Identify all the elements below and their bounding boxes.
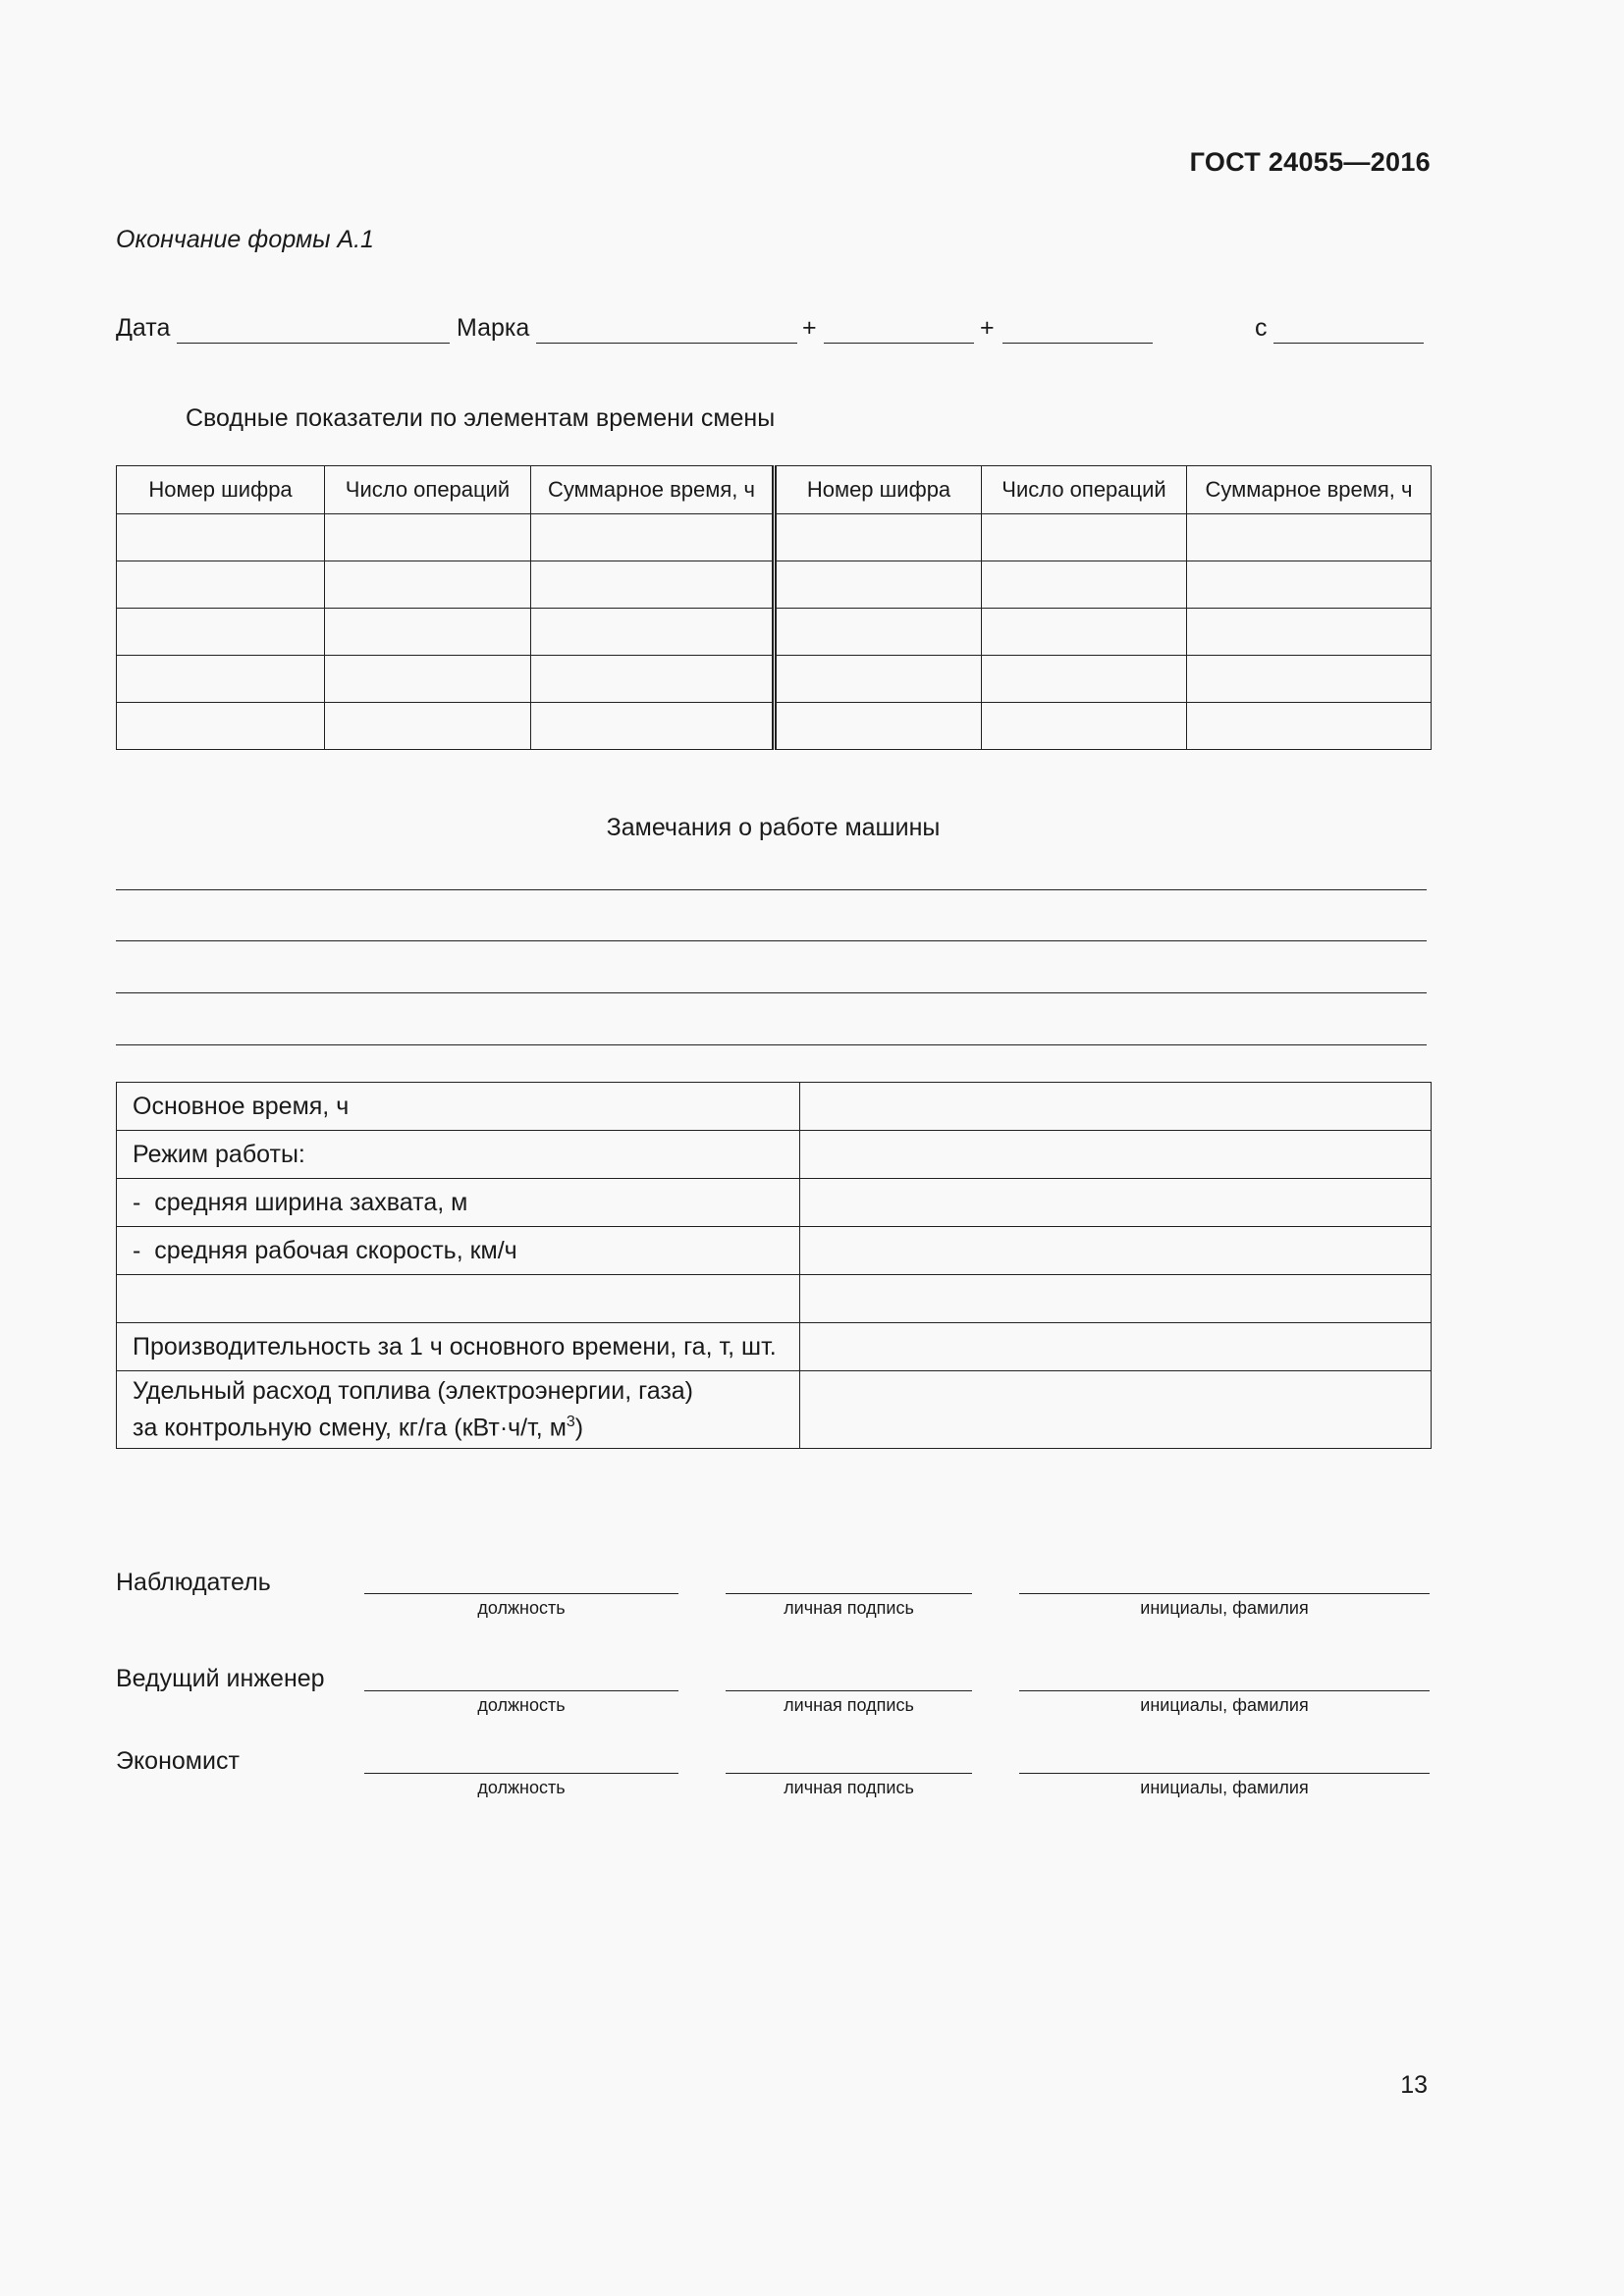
summary-cell[interactable] <box>775 561 982 609</box>
brand-field[interactable] <box>536 343 797 344</box>
name-field[interactable] <box>1019 1690 1430 1691</box>
summary-cell[interactable] <box>775 703 982 750</box>
col-header-ops-1: Число операций <box>325 466 531 514</box>
caption-position: должность <box>477 1695 566 1715</box>
caption-position: должность <box>477 1598 566 1618</box>
col-header-time-2: Суммарное время, ч <box>1187 466 1432 514</box>
summary-cell[interactable] <box>117 561 325 609</box>
summary-row <box>117 609 1432 656</box>
param-row-productivity <box>117 1323 1432 1371</box>
param-row-speed <box>117 1227 1432 1275</box>
summary-table <box>116 465 1432 750</box>
param-value[interactable] <box>800 1131 1432 1179</box>
param-label: Производительность за 1 ч основного времени, га, т, шт. <box>117 1323 800 1371</box>
summary-cell[interactable] <box>325 656 531 703</box>
remarks-line-2[interactable] <box>116 940 1427 941</box>
summary-cell[interactable] <box>1187 656 1432 703</box>
role-label: Экономист <box>116 1747 240 1775</box>
col-header-code-2: Номер шифра <box>775 466 982 514</box>
signature-field[interactable] <box>726 1773 972 1774</box>
summary-cell[interactable] <box>982 514 1187 561</box>
summary-row <box>117 656 1432 703</box>
caption-signature: личная подпись <box>784 1695 914 1715</box>
role-label: Наблюдатель <box>116 1569 271 1596</box>
param-label: Режим работы: <box>117 1131 800 1179</box>
summary-cell[interactable] <box>531 561 775 609</box>
param-row-main-time <box>117 1083 1432 1131</box>
position-field[interactable] <box>364 1593 678 1594</box>
summary-cell[interactable] <box>531 514 775 561</box>
with-label: с <box>1255 314 1268 342</box>
summary-cell[interactable] <box>325 514 531 561</box>
param-row-width <box>117 1179 1432 1227</box>
summary-header-row <box>117 466 1432 514</box>
param-value[interactable] <box>800 1323 1432 1371</box>
col-header-code-1: Номер шифра <box>117 466 325 514</box>
summary-cell[interactable] <box>1187 703 1432 750</box>
param-label[interactable] <box>117 1275 800 1323</box>
param-value[interactable] <box>800 1275 1432 1323</box>
parameters-table <box>116 1082 1432 1449</box>
fuel-line-2-suffix: ) <box>574 1414 584 1442</box>
summary-cell[interactable] <box>775 514 982 561</box>
summary-cell[interactable] <box>775 609 982 656</box>
with-field[interactable] <box>1273 343 1424 344</box>
signature-field[interactable] <box>726 1593 972 1594</box>
remarks-line-1[interactable] <box>116 889 1427 890</box>
page-number: 13 <box>1400 2071 1428 2099</box>
param-label: Основное время, ч <box>117 1083 800 1131</box>
caption-signature: личная подпись <box>784 1778 914 1797</box>
param-label-fuel <box>117 1371 800 1449</box>
plus-sign-2: + <box>980 314 995 342</box>
date-field[interactable] <box>177 343 450 344</box>
position-field[interactable] <box>364 1773 678 1774</box>
summary-cell[interactable] <box>117 609 325 656</box>
summary-cell[interactable] <box>117 514 325 561</box>
param-row-fuel <box>117 1371 1432 1449</box>
name-field[interactable] <box>1019 1593 1430 1594</box>
fuel-line-2-sup: 3 <box>566 1413 575 1430</box>
summary-row <box>117 703 1432 750</box>
param-value[interactable] <box>800 1371 1432 1449</box>
remarks-line-4[interactable] <box>116 1044 1427 1045</box>
param-label: - средняя ширина захвата, м <box>117 1179 800 1227</box>
summary-cell[interactable] <box>325 561 531 609</box>
caption-name: инициалы, фамилия <box>1140 1598 1309 1618</box>
summary-row <box>117 514 1432 561</box>
param-label: - средняя рабочая скорость, км/ч <box>117 1227 800 1275</box>
param-value[interactable] <box>800 1083 1432 1131</box>
position-field[interactable] <box>364 1690 678 1691</box>
summary-cell[interactable] <box>982 561 1187 609</box>
plus-sign-1: + <box>802 314 817 342</box>
remarks-line-3[interactable] <box>116 992 1427 993</box>
signature-field[interactable] <box>726 1690 972 1691</box>
summary-cell[interactable] <box>1187 561 1432 609</box>
standard-number: ГОСТ 24055—2016 <box>1189 147 1431 177</box>
param-value[interactable] <box>800 1179 1432 1227</box>
remarks-title: Замечания о работе машины <box>606 814 941 841</box>
fuel-line-2-prefix: за контрольную смену, кг/га (кВт·ч/т, м <box>133 1414 567 1442</box>
date-label: Дата <box>116 314 171 342</box>
caption-name: инициалы, фамилия <box>1140 1695 1309 1715</box>
caption-name: инициалы, фамилия <box>1140 1778 1309 1797</box>
caption-position: должность <box>477 1778 566 1797</box>
role-label: Ведущий инженер <box>116 1665 325 1692</box>
summary-cell[interactable] <box>531 609 775 656</box>
fuel-line-1: Удельный расход топлива (электроэнергии, газа) <box>133 1376 694 1405</box>
summary-cell[interactable] <box>325 609 531 656</box>
param-row-blank <box>117 1275 1432 1323</box>
continuation-caption: Окончание формы А.1 <box>116 226 374 253</box>
summary-cell[interactable] <box>1187 609 1432 656</box>
brand-extra-field-2[interactable] <box>1002 343 1153 344</box>
summary-cell[interactable] <box>325 703 531 750</box>
summary-cell[interactable] <box>531 656 775 703</box>
param-value[interactable] <box>800 1227 1432 1275</box>
summary-title: Сводные показатели по элементам времени смены <box>186 404 776 432</box>
col-header-time-1: Суммарное время, ч <box>531 466 775 514</box>
summary-row <box>117 561 1432 609</box>
caption-signature: личная подпись <box>784 1598 914 1618</box>
summary-cell[interactable] <box>982 656 1187 703</box>
summary-cell[interactable] <box>775 656 982 703</box>
brand-extra-field-1[interactable] <box>824 343 974 344</box>
param-row-mode <box>117 1131 1432 1179</box>
col-header-ops-2: Число операций <box>982 466 1187 514</box>
summary-cell[interactable] <box>117 656 325 703</box>
summary-cell[interactable] <box>117 703 325 750</box>
name-field[interactable] <box>1019 1773 1430 1774</box>
summary-cell[interactable] <box>531 703 775 750</box>
summary-cell[interactable] <box>1187 514 1432 561</box>
brand-label: Марка <box>457 314 530 342</box>
summary-cell[interactable] <box>982 609 1187 656</box>
summary-cell[interactable] <box>982 703 1187 750</box>
